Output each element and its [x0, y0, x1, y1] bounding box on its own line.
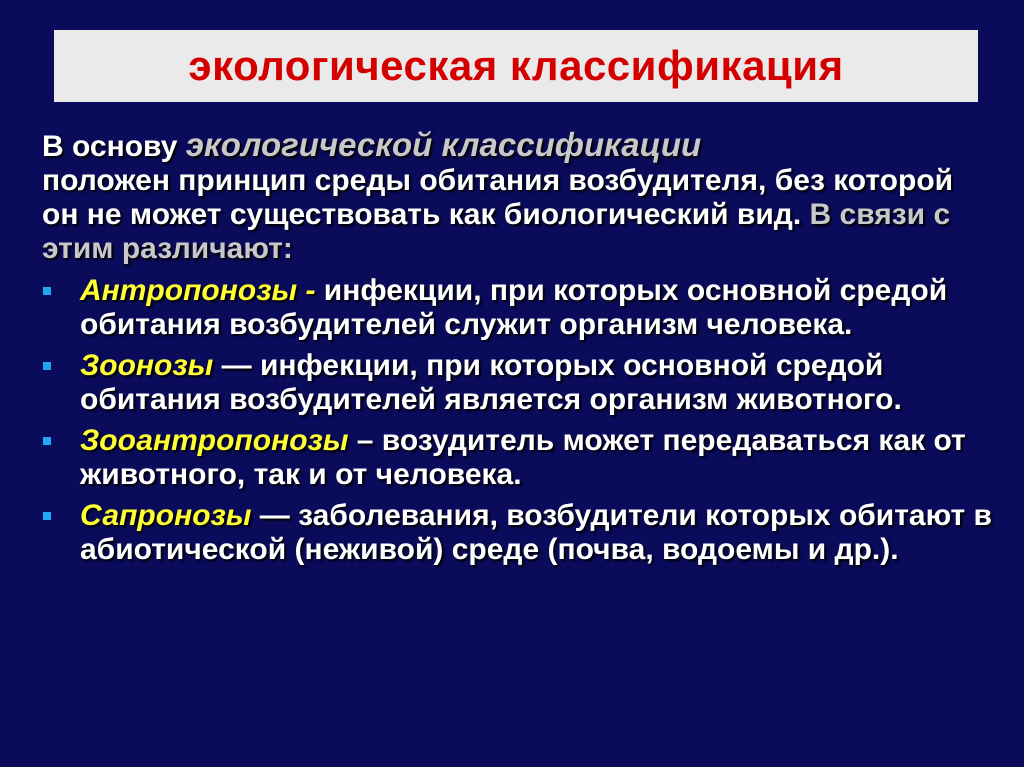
term-zoonoses: Зоонозы	[80, 349, 214, 382]
bullet-square-icon	[43, 362, 51, 370]
intro-emphasis: экологической классификации	[185, 126, 702, 163]
list-item-sapronoses	[42, 499, 992, 567]
intro-lead: В основу	[42, 130, 186, 163]
term-anthroponoses: Антропонозы -	[80, 274, 316, 307]
definition-zoonoses: — инфекции, при которых основной средой обитания возбудителей является организм животного.	[80, 349, 902, 416]
slide-title: экологическая классификация	[188, 42, 844, 89]
bullet-square-icon	[43, 512, 51, 520]
definition-zooanthroponoses: – возудитель может передаваться как от животного, так и от человека.	[80, 424, 966, 491]
slide-content	[42, 128, 992, 574]
definition-anthroponoses: инфекции, при которых основной средой обитания возбудителей служит организм человека.	[80, 274, 948, 341]
bullet-square-icon	[43, 287, 51, 295]
list-item-anthroponoses	[42, 274, 992, 342]
intro-body: положен принцип среды обитания возбудителя, без которой он не может существовать как биологический вид.	[42, 164, 954, 231]
title-box	[54, 30, 978, 102]
classification-list	[42, 274, 992, 567]
bullet-square-icon	[43, 437, 51, 445]
list-item-zooanthroponoses	[42, 424, 992, 492]
term-zooanthroponoses: Зооантропонозы	[80, 424, 349, 457]
definition-sapronoses: — заболевания, возбудители которых обитают в абиотической (неживой) среде (почва, водоемы и др.).	[80, 499, 992, 566]
intro-paragraph	[42, 128, 992, 266]
term-sapronoses: Сапронозы	[80, 499, 252, 532]
list-item-zoonoses	[42, 349, 992, 417]
intro-tail: В связи с этим различают:	[42, 198, 951, 265]
